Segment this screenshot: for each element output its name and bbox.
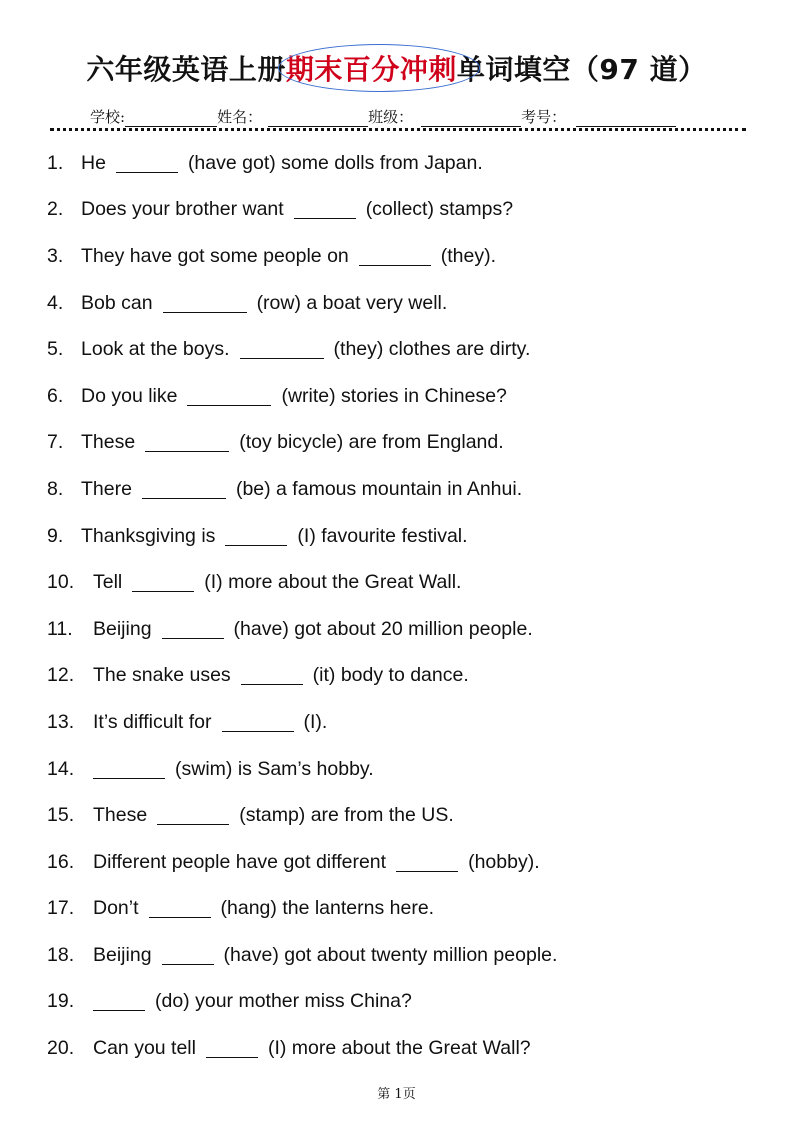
answer-blank[interactable]: [163, 294, 247, 313]
question-text-after: (it) body to dance.: [312, 664, 469, 687]
question-text-after: (have) got about twenty million people.: [223, 943, 558, 966]
school-field[interactable]: [125, 111, 217, 127]
question-text-after: (they).: [440, 244, 497, 267]
answer-blank[interactable]: [93, 992, 145, 1011]
question-text-after: (I).: [303, 710, 328, 733]
question-item: [47, 699, 767, 746]
question-number: 12.: [47, 664, 75, 687]
question-text-after: (stamp) are from the US.: [239, 804, 454, 827]
question-number: 3.: [47, 244, 64, 267]
question-number: 1.: [47, 151, 64, 174]
question-item: [47, 886, 767, 933]
question-item: [47, 420, 767, 467]
question-item: [47, 326, 767, 373]
answer-blank[interactable]: [145, 433, 229, 452]
answer-blank[interactable]: [206, 1039, 258, 1058]
question-item: [47, 1025, 767, 1072]
answer-blank[interactable]: [241, 666, 303, 685]
page-title: [0, 44, 793, 96]
question-text-after: (be) a famous mountain in Anhui.: [235, 477, 523, 500]
question-text-after: (collect) stamps?: [365, 198, 514, 221]
exam-no-label: 考号：: [521, 108, 567, 126]
question-text-after: (I) favourite festival.: [297, 524, 468, 547]
question-number: 16.: [47, 850, 75, 873]
answer-blank[interactable]: [93, 760, 165, 779]
answer-blank[interactable]: [157, 806, 229, 825]
answer-blank[interactable]: [187, 387, 271, 406]
question-item: [47, 187, 767, 234]
question-number: 9.: [47, 524, 64, 547]
school-label: 学校:: [90, 108, 126, 126]
page-number: 第 1页: [377, 1087, 416, 1102]
question-item: [47, 513, 767, 560]
title-highlight: 期末百分冲刺: [285, 53, 457, 86]
question-text-after: (I) more about the Great Wall?: [267, 1037, 531, 1060]
question-number: 5.: [47, 338, 64, 361]
question-number: 13.: [47, 710, 75, 733]
question-text-before: He: [81, 151, 106, 174]
question-text-before: Thanksgiving is: [81, 524, 216, 547]
question-item: [47, 373, 767, 420]
question-item: [47, 932, 767, 979]
question-text-after: (I) more about the Great Wall.: [204, 571, 462, 594]
question-number: 7.: [47, 431, 64, 454]
question-number: 8.: [47, 477, 64, 500]
question-item: [47, 280, 767, 327]
question-text-before: These: [81, 431, 136, 454]
question-number: 20.: [47, 1037, 75, 1060]
question-number: 6.: [47, 384, 64, 407]
question-item: [47, 979, 767, 1026]
question-text-after: (swim) is Sam’s hobby.: [175, 757, 374, 780]
name-field[interactable]: [268, 111, 368, 127]
question-text-before: Bob can: [81, 291, 153, 314]
question-item: [47, 746, 767, 793]
answer-blank[interactable]: [225, 527, 287, 546]
question-text-after: (write) stories in Chinese?: [281, 384, 507, 407]
question-text-after: (do) your mother miss China?: [155, 990, 412, 1013]
question-item: [47, 792, 767, 839]
answer-blank[interactable]: [240, 340, 324, 359]
answer-blank[interactable]: [359, 247, 431, 266]
question-item: [47, 466, 767, 513]
question-text-before: Beijing: [93, 617, 152, 640]
question-text-before: They have got some people on: [81, 244, 349, 267]
class-label: 班级：: [368, 108, 414, 126]
name-label: 姓名：: [217, 108, 263, 126]
question-text-before: These: [93, 804, 148, 827]
question-text-after: (toy bicycle) are from England.: [239, 431, 504, 454]
question-item: [47, 140, 767, 187]
question-text-after: (they) clothes are dirty.: [333, 338, 531, 361]
answer-blank[interactable]: [142, 480, 226, 499]
answer-blank[interactable]: [222, 713, 294, 732]
question-item: [47, 559, 767, 606]
question-text-before: Tell: [93, 571, 123, 594]
question-item: [47, 839, 767, 886]
question-text-before: The snake uses: [93, 664, 231, 687]
question-text-before: Does your brother want: [81, 198, 284, 221]
question-text-before: Don’t: [93, 897, 139, 920]
answer-blank[interactable]: [116, 154, 178, 173]
question-text-after: (have) got about 20 million people.: [233, 617, 533, 640]
question-number: 18.: [47, 943, 75, 966]
question-number: 17.: [47, 897, 75, 920]
answer-blank[interactable]: [294, 200, 356, 219]
question-item: [47, 653, 767, 700]
student-info-row: [90, 107, 730, 127]
question-item: [47, 233, 767, 280]
question-list: [47, 140, 767, 1072]
question-text-after: (have got) some dolls from Japan.: [187, 151, 483, 174]
question-number: 11.: [47, 617, 73, 640]
question-item: [47, 606, 767, 653]
answer-blank[interactable]: [162, 946, 214, 965]
title-suffix: 单词填空（97 道）: [456, 53, 707, 86]
dotted-divider: [50, 128, 746, 131]
question-text-before: It’s difficult for: [93, 710, 212, 733]
answer-blank[interactable]: [149, 899, 211, 918]
answer-blank[interactable]: [162, 620, 224, 639]
exam-no-field[interactable]: [576, 111, 676, 127]
question-text-after: (row) a boat very well.: [256, 291, 448, 314]
question-text-before: Do you like: [81, 384, 178, 407]
question-number: 4.: [47, 291, 64, 314]
question-text-after: (hang) the lanterns here.: [220, 897, 435, 920]
title-prefix: 六年级英语上册: [86, 53, 286, 86]
class-field[interactable]: [421, 111, 521, 127]
question-text-before: Look at the boys.: [81, 338, 230, 361]
question-text-after: (hobby).: [468, 850, 540, 873]
question-number: 15.: [47, 804, 75, 827]
question-text-before: Different people have got different: [93, 850, 387, 873]
question-number: 19.: [47, 990, 75, 1013]
answer-blank[interactable]: [132, 573, 194, 592]
question-number: 10.: [47, 571, 75, 594]
answer-blank[interactable]: [396, 853, 458, 872]
question-number: 2.: [47, 198, 64, 221]
question-text-before: There: [81, 477, 132, 500]
question-text-before: Beijing: [93, 943, 152, 966]
question-number: 14.: [47, 757, 75, 780]
question-text-before: Can you tell: [93, 1037, 196, 1060]
